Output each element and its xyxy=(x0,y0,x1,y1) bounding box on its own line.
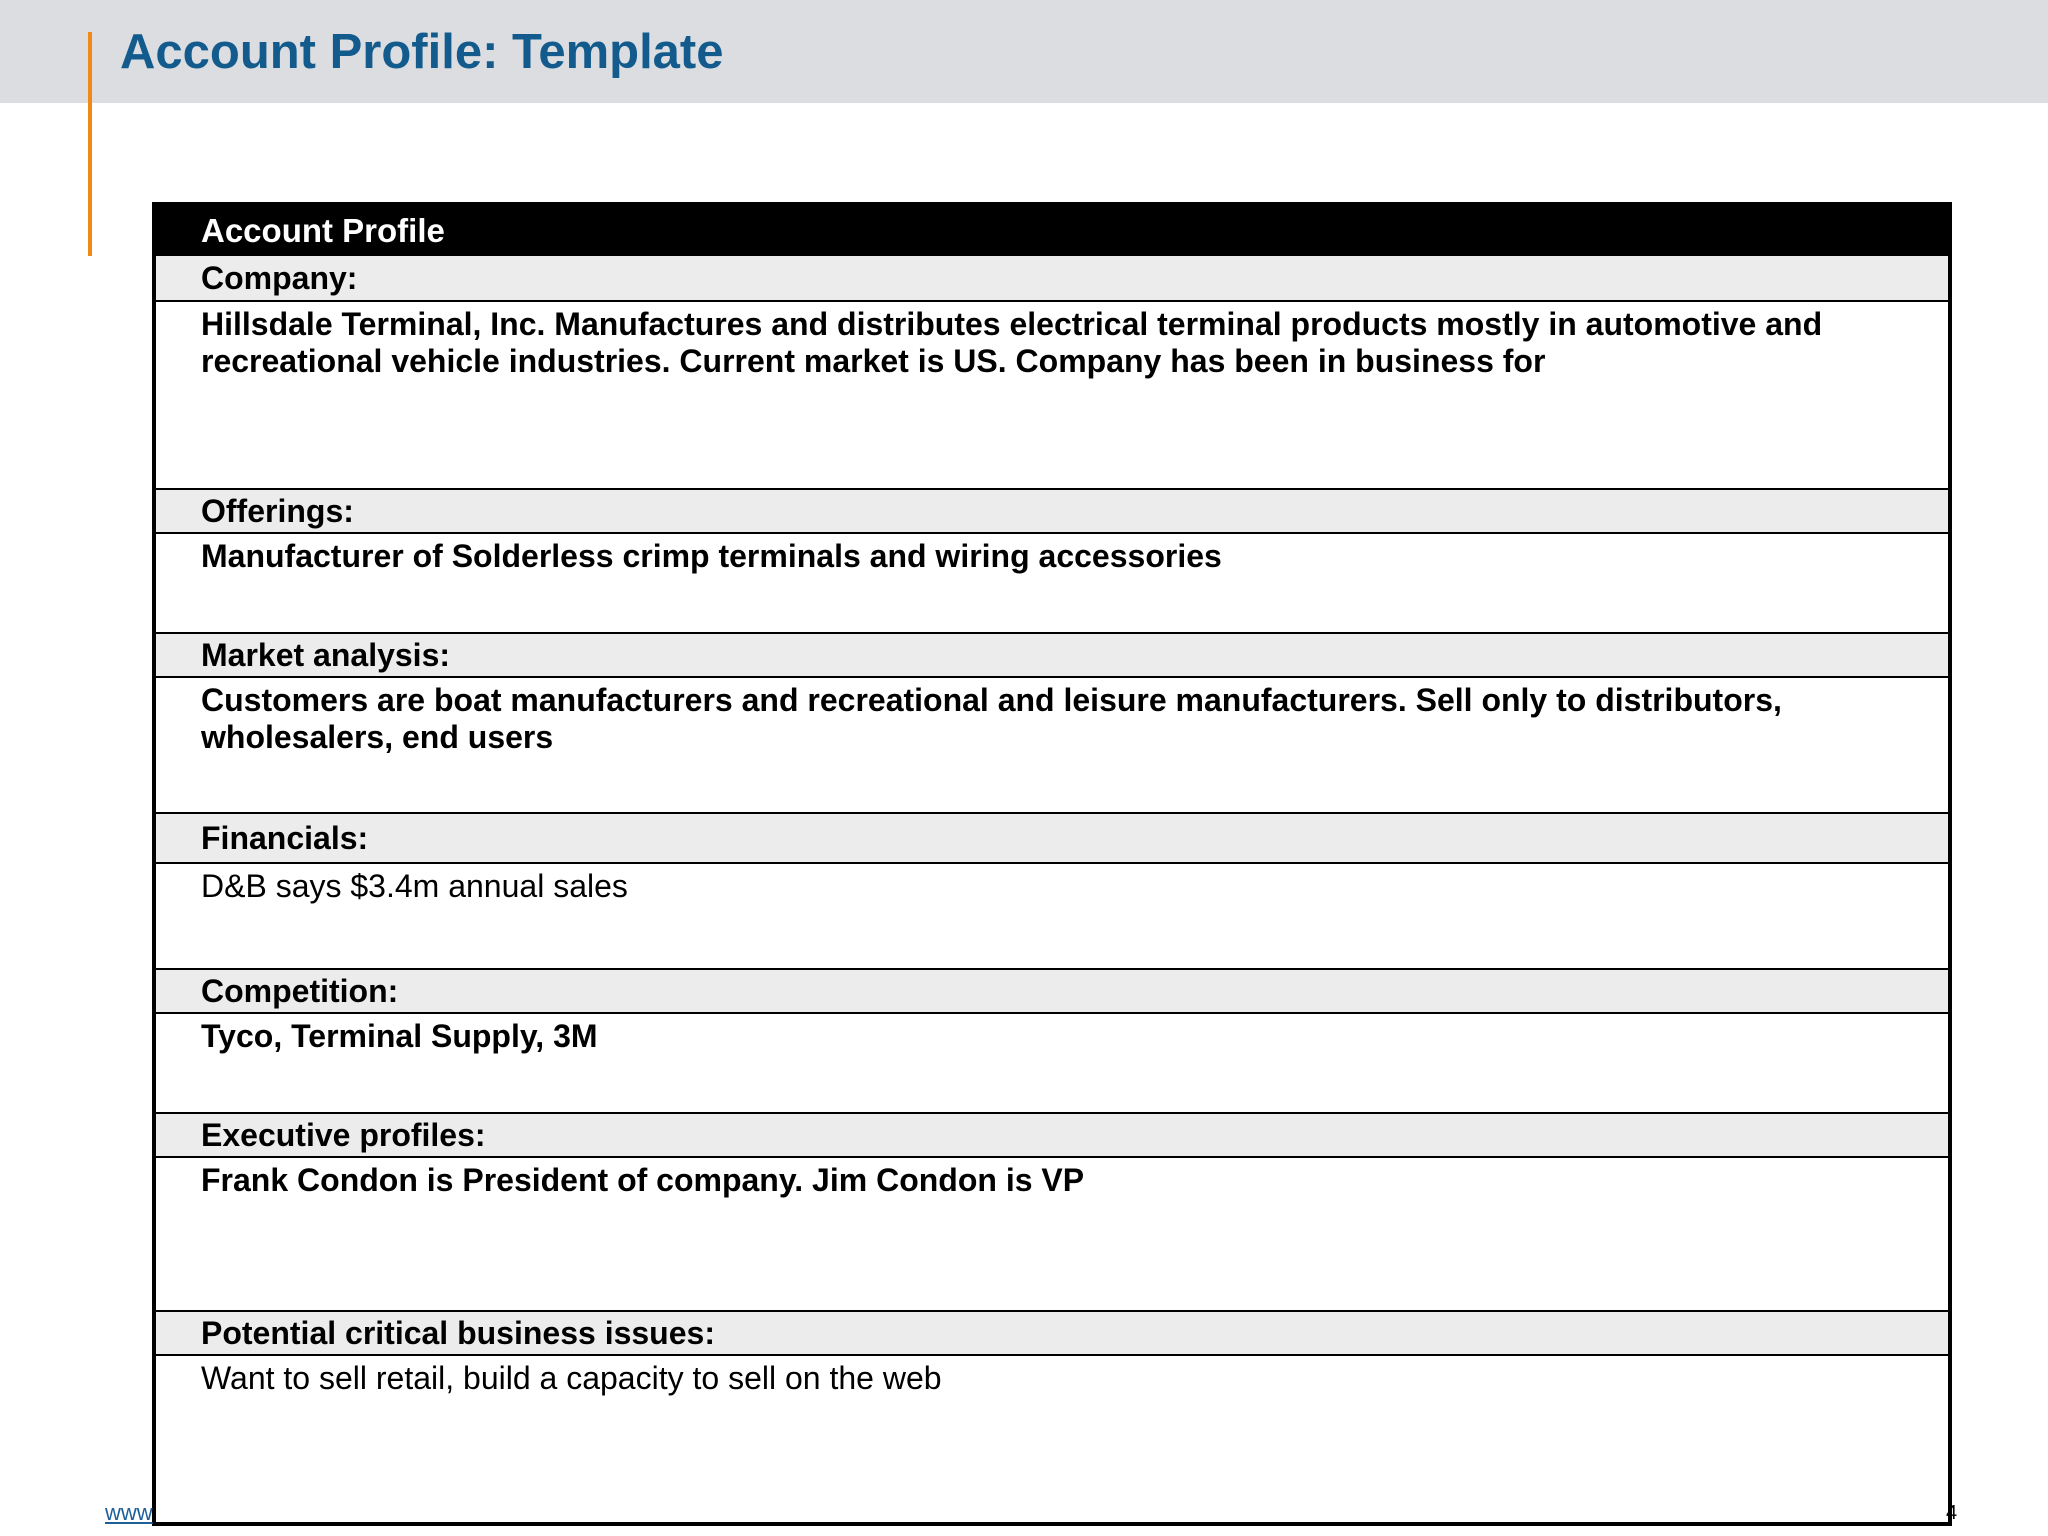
critical-issues-value: Want to sell retail, build a capacity to sell on the web xyxy=(201,1360,942,1396)
offerings-label: Offerings: xyxy=(156,488,1948,534)
executive-profiles-value: Frank Condon is President of company. Jim Condon is VP xyxy=(201,1162,1085,1198)
competition-value: Tyco, Terminal Supply, 3M xyxy=(201,1018,598,1054)
title-accent-line xyxy=(88,32,92,256)
financials-value: D&B says $3.4m annual sales xyxy=(201,868,628,904)
company-value: Hillsdale Terminal, Inc. Manufactures and distributes electrical terminal products mostly in automotive and recreational vehicle industries. Current market is US. Company has been in business for xyxy=(201,306,1823,379)
market-analysis-value: Customers are boat manufacturers and recreational and leisure manufacturers. Sell only to distributors, wholesalers, end users xyxy=(201,682,1782,755)
page-number: 4 xyxy=(1946,1502,1958,1524)
table-header: Account Profile xyxy=(156,206,1948,256)
slide-title: Account Profile: Template xyxy=(120,25,724,79)
competition-label: Competition: xyxy=(156,968,1948,1014)
footer-website-link[interactable]: www xyxy=(105,1500,153,1525)
executive-profiles-label: Executive profiles: xyxy=(156,1112,1948,1158)
critical-issues-label: Potential critical business issues: xyxy=(156,1310,1948,1356)
company-label: Company: xyxy=(156,256,1948,302)
market-analysis-label: Market analysis: xyxy=(156,632,1948,678)
offerings-value: Manufacturer of Solderless crimp terminals and wiring accessories xyxy=(201,538,1222,574)
financials-label: Financials: xyxy=(156,812,1948,864)
account-profile-table xyxy=(152,202,1952,1526)
